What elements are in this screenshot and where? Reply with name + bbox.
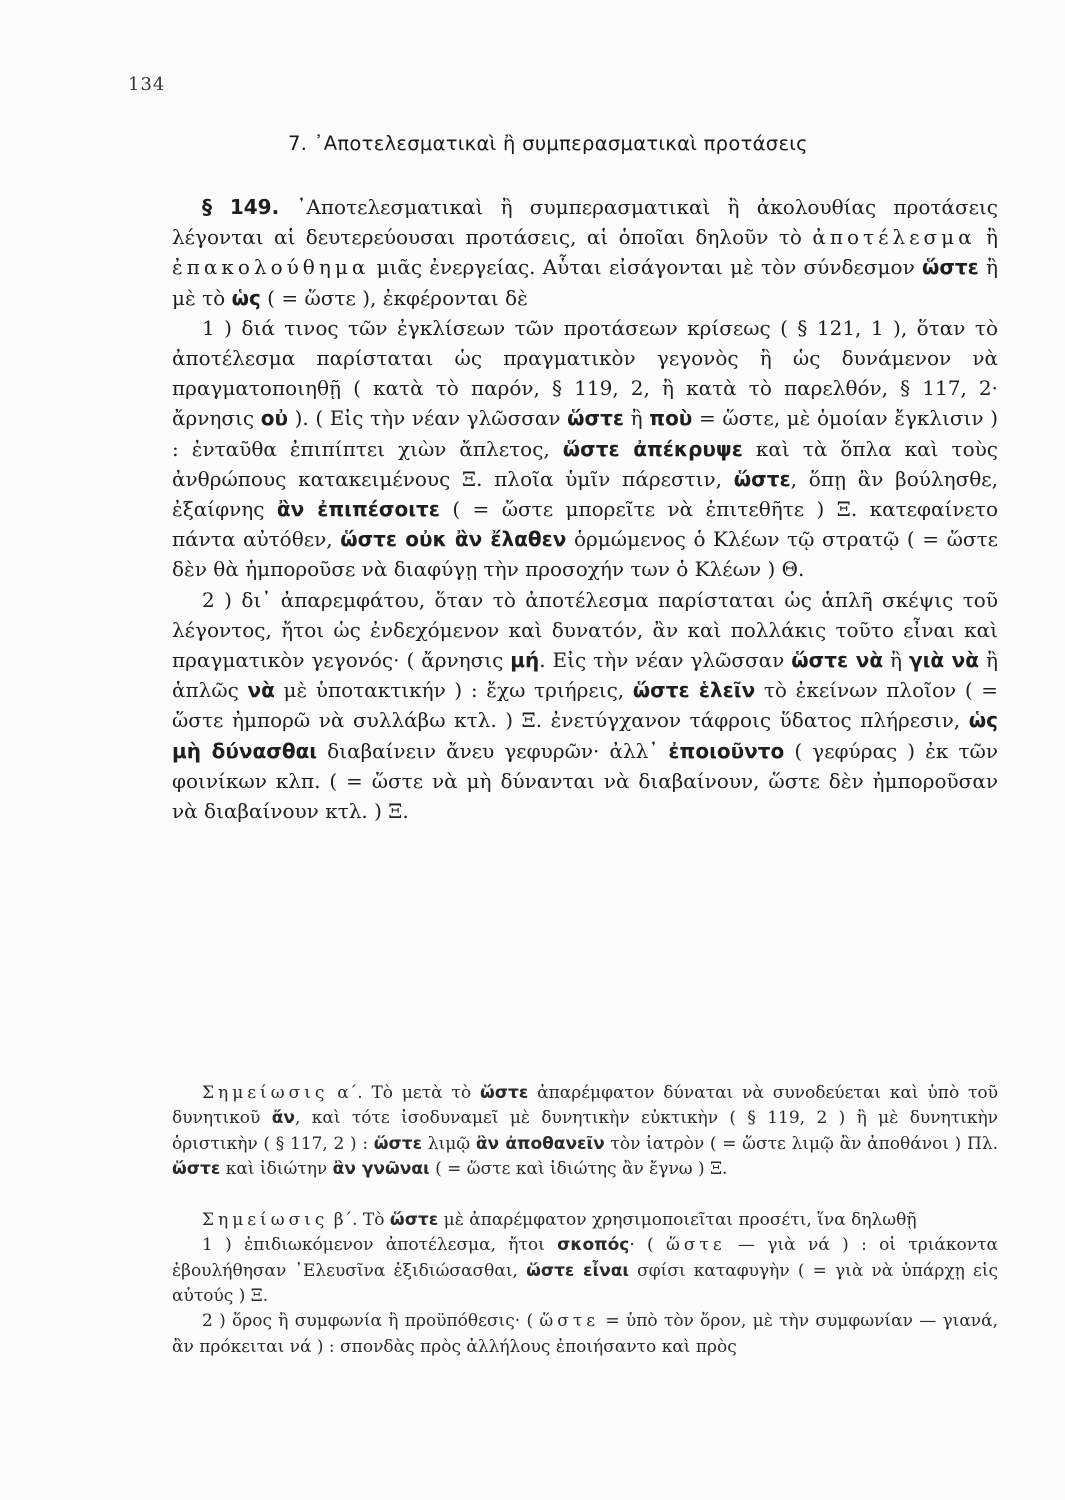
bold-term: ὡς μὴ δύνασθαι xyxy=(172,708,998,763)
bold-term: ἂν γνῶναι xyxy=(332,1158,430,1179)
bold-term: οὐ xyxy=(260,406,288,431)
note-beta xyxy=(172,1208,998,1233)
text-run: ( = ὥστε μπορεῖτε νὰ ἐπιτεθῆτε ) Ξ. κατεφαίνετο πάντα αὐτόθεν, xyxy=(172,497,998,552)
text-run: ἢ μὲ τὸ xyxy=(172,255,999,310)
spaced-term: ἐπακολούθημα xyxy=(172,255,370,280)
note-label: Σημείωσις xyxy=(202,1210,329,1231)
text-run: 2 ) δι᾿ ἀπαρεμφάτου, ὅταν τὸ ἀποτέλεσμα παρίσταται ὡς ἁπλῆ σκέψις τοῦ λέγοντος, ἤτοι ὡς ἐνδεχόμενον καὶ δυνατόν, ἂν καὶ πολλάκις τοῦτο εἶναι καὶ πραγματικὸν γεγονός· ( ἄρνησις xyxy=(172,587,998,673)
bold-term: ἄν xyxy=(271,1108,295,1129)
spaced-term: ὥστε xyxy=(539,1311,600,1332)
paragraph-rule-1 xyxy=(172,313,998,585)
text-run: μὲ ὑποτακτικήν ) : ἔχω τριήρεις, xyxy=(274,678,633,703)
bold-term: ὥστε νὰ xyxy=(791,648,884,673)
bold-term: ὡς xyxy=(231,285,261,310)
bold-term: γιὰ νὰ xyxy=(908,648,980,673)
bold-term: σκοπός xyxy=(557,1235,630,1256)
chapter-heading: 7. ᾿Αποτελεσματικαὶ ἢ συμπερασματικαὶ προτάσεις xyxy=(288,132,808,155)
bold-term: ὥστε xyxy=(921,255,979,280)
text-run: = ὥστε, μὲ ὁμοίαν ἔγκλισιν ) : ἐνταῦθα ἐπιπίπτει χιὼν ἄπλετος, xyxy=(172,406,998,461)
text-run: ( = ὥστε καὶ ἰδιώτης ἂν ἔγνω ) Ξ. xyxy=(429,1158,728,1179)
text-run: β΄. Τὸ xyxy=(328,1210,390,1231)
note-alpha xyxy=(172,1081,998,1182)
text-run: σφίσι καταφυγὴν ( = γιὰ νὰ ὑπάρχῃ εἰς αὐτούς ) Ξ. xyxy=(172,1260,999,1307)
bold-term: ὥστε xyxy=(172,1158,221,1179)
bold-term: ἂν ἐπιπέσοιτε xyxy=(276,497,440,522)
notes-block xyxy=(172,1081,998,1360)
bold-term: ποὺ xyxy=(649,406,693,431)
text-run: καὶ ἰδιώτην xyxy=(220,1158,333,1179)
text-run: · ( xyxy=(629,1235,667,1256)
note-beta-item-2 xyxy=(172,1309,998,1360)
text-run: , καὶ τότε ἰσοδυναμεῖ μὲ δυνητικὴν εὐκτικὴν ( § 119, 2 ) ἢ μὲ δυνητικὴν ὁριστικὴν ( § 117, 2 ) : xyxy=(172,1108,998,1154)
bold-term: μή xyxy=(510,648,540,673)
text-run: ( γεφύρας ) ἐκ τῶν φοινίκων κλπ. ( = ὥστε νὰ μὴ δύνανται νὰ διαβαίνουν, ὥστε δὲν ἠμποροῦσαν νὰ διαβαίνουν κτλ. ) Ξ. xyxy=(172,738,998,824)
bold-term: ὥστε xyxy=(567,406,625,431)
text-run: ). ( Εἰς τὴν νέαν γλῶσσαν xyxy=(287,406,568,431)
note-beta-item-1 xyxy=(172,1233,998,1309)
text-run: = ὑπὸ τὸν ὅρον, μὲ τὴν συμφωνίαν — γιανά, ἂν πρόκειται νά ) : σπονδὰς πρὸς ἀλλήλους ἐποιήσαντο καὶ πρὸς xyxy=(172,1311,999,1357)
bold-term: ὥστε xyxy=(479,1083,529,1103)
text-run: ᾿Αποτελεσματικαὶ ἢ συμπερασματικαὶ ἢ ἀκολουθίας προτάσεις λέγονται αἱ δευτερεύουσαι προτάσεις, αἱ ὁποῖαι δηλοῦν τὸ xyxy=(172,195,998,250)
bold-term: ὥστε ἑλεῖν xyxy=(632,678,756,703)
bold-term: ὥστε xyxy=(733,466,791,491)
bold-term: ὥστε εἶναι xyxy=(526,1260,630,1281)
main-text xyxy=(172,192,998,826)
text-run: ἢ xyxy=(883,648,909,673)
text-run: ὁρμώμενος ὁ Κλέων τῷ στρατῷ ( = ὥστε δὲν θὰ ἠμποροῦσε νὰ διαφύγῃ τὴν προσοχήν των ὁ Κλέων ) Θ. xyxy=(172,527,999,582)
bold-term: νὰ xyxy=(247,678,275,703)
bold-term: ὥστε ἀπέκρυψε xyxy=(562,436,743,461)
text-run: 1 ) ἐπιδιωκόμενον ἀποτέλεσμα, ἤτοι xyxy=(202,1235,558,1256)
page-number: 134 xyxy=(128,74,166,95)
text-run: ἀπαρέμφατον δύναται νὰ συνοδεύεται καὶ ὑπὸ τοῦ δυνητικοῦ xyxy=(172,1083,998,1129)
text-run: τὸ ἐκείνων πλοῖον ( = ὥστε ἠμπορῶ νὰ συλλάβω κτλ. ) Ξ. ἐνετύγχανον τάφροις ὕδατος πλήρεσιν, xyxy=(172,678,999,733)
text-run: . Εἰς τὴν νέαν γλῶσσαν xyxy=(539,648,792,673)
text-run: , ὅπῃ ἂν βούλησθε, ἐξαίφνης xyxy=(172,466,999,522)
note-spacer xyxy=(172,1182,998,1208)
text-run: λιμῷ xyxy=(422,1133,476,1154)
bold-term: ὥστε xyxy=(373,1133,423,1154)
text-run: διαβαίνειν ἄνευ γεφυρῶν· ἀλλ᾿ xyxy=(317,738,669,763)
text-run: α΄. Τὸ μετὰ τὸ xyxy=(328,1083,480,1103)
bold-term: ἐποιοῦντο xyxy=(668,738,785,763)
text-run: 2 ) ὅρος ἢ συμφωνία ἢ προϋπόθεσις· ( xyxy=(202,1311,540,1332)
text-run: ( = ὥστε ), ἐκφέρονται δὲ xyxy=(260,285,528,310)
spaced-term: ὥστε xyxy=(666,1235,726,1256)
text-run: μιᾶς ἐνεργείας. Αὗται εἰσάγονται μὲ τὸν σύνδεσμον xyxy=(369,255,922,280)
bold-term: ὥστε οὐκ ἂν ἔλαθεν xyxy=(340,527,567,552)
note-label: Σημείωσις xyxy=(202,1083,329,1103)
text-run: μὲ ἀπαρέμφατον χρησιμοποιεῖται προσέτι, ἵνα δηλωθῇ xyxy=(438,1210,917,1231)
paragraph-149 xyxy=(172,192,998,313)
paragraph-rule-2 xyxy=(172,585,998,827)
section-sign: § 149. xyxy=(202,195,280,219)
bold-term: ὥστε xyxy=(389,1210,439,1231)
spaced-term: ἀποτέλεσμα xyxy=(812,225,976,250)
text-run: ἢ ἁπλῶς xyxy=(172,648,998,703)
text-run: τὸν ἰατρὸν ( = ὥστε λιμῷ ἂν ἀποθάνοι ) Πλ. xyxy=(604,1133,998,1154)
text-run: 1 ) διά τινος τῶν ἐγκλίσεων τῶν προτάσεων κρίσεως ( § 121, 1 ), ὅταν τὸ ἀποτέλεσμα παρίσταται ὡς πραγματικὸν γεγονὸς ἢ ὡς δυνάμενον νὰ πραγματοποιηθῇ ( κατὰ τὸ παρόν, § 119, 2, ἢ κατὰ τὸ παρελθόν, § 117, 2· ἄρνησις xyxy=(172,315,998,431)
text-run: — γιὰ νά ) : οἱ τριάκοντα ἐβουλήθησαν ᾿Ελευσῖνα ἐξιδιώσασθαι, xyxy=(172,1235,998,1281)
text-run: ἢ xyxy=(624,406,650,431)
text-run: καὶ τὰ ὅπλα καὶ τοὺς ἀνθρώπους κατακειμένους Ξ. πλοῖα ὑμῖν πάρεστιν, xyxy=(172,436,998,491)
text-run: ἢ xyxy=(975,225,999,250)
bold-term: ἂν ἀποθανεῖν xyxy=(475,1133,605,1154)
